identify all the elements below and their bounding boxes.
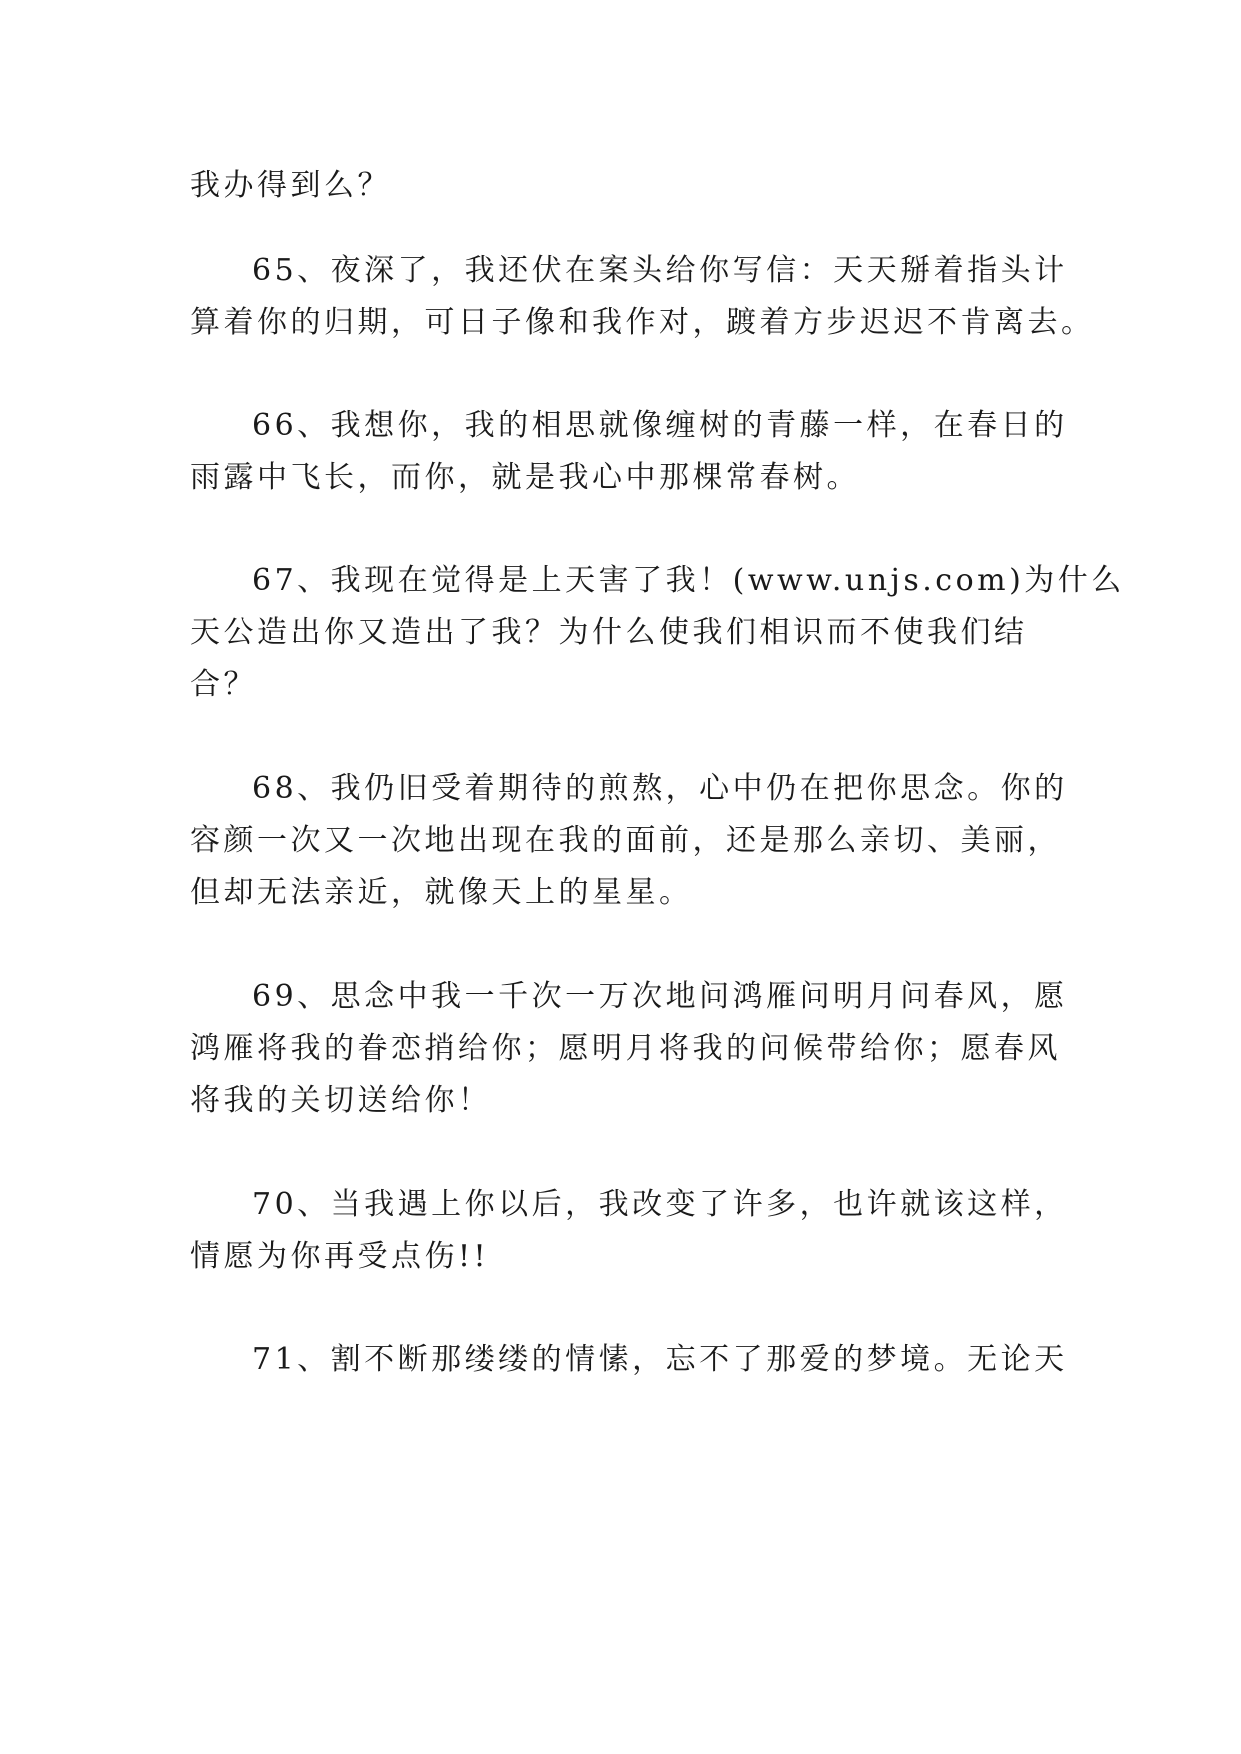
text-line: 容颜一次又一次地出现在我的面前，还是那么亲切、美丽，	[190, 823, 1061, 858]
text-line: 69、思念中我一千次一万次地问鸿雁问明月问春风，愿	[252, 979, 1068, 1014]
text-line: 71、割不断那缕缕的情愫，忘不了那爱的梦境。无论天	[252, 1342, 1068, 1377]
text-line: 算着你的归期，可日子像和我作对，踱着方步迟迟不肯离去。	[190, 305, 1095, 340]
text-line: 将我的关切送给你！	[190, 1083, 492, 1118]
text-line: 但却无法亲近，就像天上的星星。	[190, 875, 693, 910]
text-line: 65、夜深了，我还伏在案头给你写信：天天掰着指头计	[252, 253, 1068, 288]
text-line: 67、我现在觉得是上天害了我！(www.unjs.com)为什么	[252, 563, 1125, 598]
text-line: 鸿雁将我的眷恋捎给你；愿明月将我的问候带给你；愿春风	[190, 1031, 1061, 1066]
text-line: 68、我仍旧受着期待的煎熬，心中仍在把你思念。你的	[252, 771, 1068, 806]
text-line: 66、我想你，我的相思就像缠树的青藤一样，在春日的	[252, 408, 1068, 443]
text-line: 我办得到么？	[190, 168, 391, 203]
text-line: 天公造出你又造出了我？为什么使我们相识而不使我们结	[190, 615, 1028, 650]
text-line: 雨露中飞长，而你，就是我心中那棵常春树。	[190, 460, 860, 495]
text-line: 合？	[190, 667, 257, 702]
text-line: 70、当我遇上你以后，我改变了许多，也许就该这样，	[252, 1187, 1068, 1222]
text-line: 情愿为你再受点伤!!	[190, 1239, 490, 1274]
